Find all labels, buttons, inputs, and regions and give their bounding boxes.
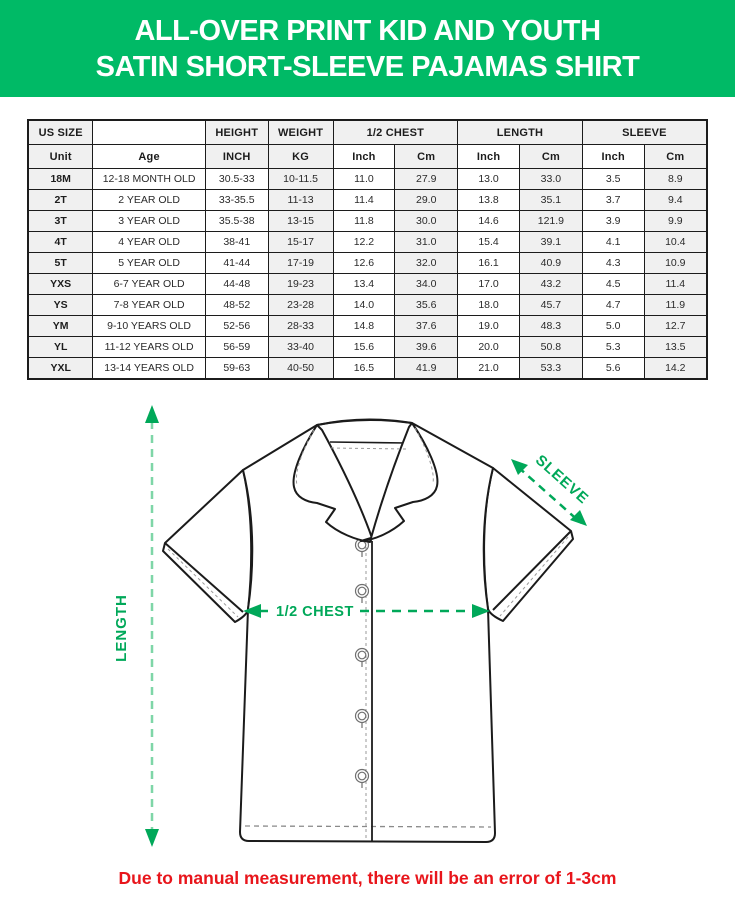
arrow-up-left-icon [511,459,528,475]
size-code-cell: YL [28,337,93,358]
size-code-cell: 5T [28,253,93,274]
size-code-cell: YM [28,316,93,337]
size-value-cell: 50.8 [519,337,582,358]
size-value-cell: 56-59 [205,337,268,358]
size-value-cell: 17-19 [268,253,333,274]
size-value-cell: 20.0 [458,337,520,358]
unit-header-cell: Cm [644,145,707,169]
size-value-cell: 11.9 [644,295,707,316]
size-table-row [28,190,707,211]
size-value-cell: 9.4 [644,190,707,211]
size-code-cell: YXL [28,358,93,380]
size-table-row [28,211,707,232]
size-value-cell: 29.0 [395,190,458,211]
page-header-banner [0,0,735,97]
size-code-cell: 18M [28,169,93,190]
size-table-row [28,358,707,380]
pajama-shirt-illustration [0,395,735,865]
size-value-cell: 7-8 YEAR OLD [93,295,205,316]
arrow-down-icon [145,829,159,847]
size-value-cell: 10.9 [644,253,707,274]
size-value-cell: 32.0 [395,253,458,274]
group-header-row [28,120,707,145]
size-table-row [28,274,707,295]
size-value-cell: 15.4 [458,232,520,253]
size-value-cell: 12.2 [333,232,395,253]
size-value-cell: 28-33 [268,316,333,337]
size-value-cell: 4.7 [582,295,644,316]
size-value-cell: 31.0 [395,232,458,253]
size-value-cell: 40-50 [268,358,333,380]
unit-header-cell: Age [93,145,205,169]
size-value-cell: 4.1 [582,232,644,253]
size-code-cell: 4T [28,232,93,253]
col-header-us-size: US SIZE [28,120,93,145]
size-table-wrapper [27,119,708,380]
size-value-cell: 5.3 [582,337,644,358]
size-value-cell: 13-15 [268,211,333,232]
page-title-line2: SATIN SHORT-SLEEVE PAJAMAS SHIRT [95,50,640,83]
size-value-cell: 38-41 [205,232,268,253]
size-value-cell: 45.7 [519,295,582,316]
size-value-cell: 12-18 MONTH OLD [93,169,205,190]
size-value-cell: 15.6 [333,337,395,358]
size-value-cell: 19.0 [458,316,520,337]
size-value-cell: 10-11.5 [268,169,333,190]
unit-header-cell: Cm [395,145,458,169]
size-value-cell: 35.6 [395,295,458,316]
unit-header-row [28,145,707,169]
size-value-cell: 16.1 [458,253,520,274]
size-table-row [28,232,707,253]
size-value-cell: 12.6 [333,253,395,274]
size-value-cell: 4 YEAR OLD [93,232,205,253]
size-value-cell: 33-35.5 [205,190,268,211]
size-value-cell: 43.2 [519,274,582,295]
size-code-cell: 3T [28,211,93,232]
size-value-cell: 59-63 [205,358,268,380]
col-header-empty [93,120,205,145]
unit-header-cell: Unit [28,145,93,169]
arrow-down-right-icon [570,510,587,526]
measurement-error-note: Due to manual measurement, there will be an error of 1-3cm [118,868,617,888]
size-value-cell: 53.3 [519,358,582,380]
col-header-sleeve: SLEEVE [582,120,707,145]
size-value-cell: 6-7 YEAR OLD [93,274,205,295]
size-value-cell: 13-14 YEARS OLD [93,358,205,380]
size-value-cell: 4.5 [582,274,644,295]
size-value-cell: 39.6 [395,337,458,358]
size-value-cell: 11-12 YEARS OLD [93,337,205,358]
arrow-up-icon [145,405,159,423]
size-code-cell: 2T [28,190,93,211]
unit-header-cell: KG [268,145,333,169]
size-table [27,119,708,380]
size-value-cell: 52-56 [205,316,268,337]
length-arrow [113,405,159,847]
size-value-cell: 13.5 [644,337,707,358]
unit-header-cell: Cm [519,145,582,169]
size-value-cell: 14.0 [333,295,395,316]
size-value-cell: 37.6 [395,316,458,337]
size-value-cell: 34.0 [395,274,458,295]
size-value-cell: 5 YEAR OLD [93,253,205,274]
half-chest-label: 1/2 CHEST [276,604,354,620]
size-value-cell: 12.7 [644,316,707,337]
size-table-row [28,316,707,337]
size-value-cell: 41-44 [205,253,268,274]
size-value-cell: 14.6 [458,211,520,232]
size-value-cell: 19-23 [268,274,333,295]
size-value-cell: 8.9 [644,169,707,190]
size-value-cell: 33.0 [519,169,582,190]
size-table-row [28,253,707,274]
unit-header-cell: INCH [205,145,268,169]
size-value-cell: 35.1 [519,190,582,211]
size-table-row [28,337,707,358]
size-value-cell: 14.2 [644,358,707,380]
size-value-cell: 30.5-33 [205,169,268,190]
size-table-row [28,169,707,190]
size-value-cell: 9-10 YEARS OLD [93,316,205,337]
unit-header-cell: Inch [582,145,644,169]
size-value-cell: 13.8 [458,190,520,211]
size-value-cell: 30.0 [395,211,458,232]
size-value-cell: 27.9 [395,169,458,190]
length-label: LENGTH [113,594,130,662]
unit-header-cell: Inch [333,145,395,169]
size-value-cell: 14.8 [333,316,395,337]
size-value-cell: 3.5 [582,169,644,190]
size-value-cell: 11.4 [644,274,707,295]
size-value-cell: 35.5-38 [205,211,268,232]
size-value-cell: 44-48 [205,274,268,295]
size-value-cell: 15-17 [268,232,333,253]
size-value-cell: 17.0 [458,274,520,295]
col-header-height: HEIGHT [205,120,268,145]
size-value-cell: 40.9 [519,253,582,274]
size-table-row [28,295,707,316]
size-value-cell: 9.9 [644,211,707,232]
size-value-cell: 13.4 [333,274,395,295]
size-value-cell: 2 YEAR OLD [93,190,205,211]
size-value-cell: 11.8 [333,211,395,232]
size-value-cell: 41.9 [395,358,458,380]
sleeve-label: SLEEVE [531,451,593,508]
size-value-cell: 23-28 [268,295,333,316]
size-value-cell: 11.4 [333,190,395,211]
size-value-cell: 3 YEAR OLD [93,211,205,232]
col-header-length: LENGTH [458,120,583,145]
col-header-half-chest: 1/2 CHEST [333,120,458,145]
size-value-cell: 121.9 [519,211,582,232]
size-value-cell: 48.3 [519,316,582,337]
shirt-measurement-diagram [0,395,735,865]
size-value-cell: 18.0 [458,295,520,316]
size-value-cell: 3.7 [582,190,644,211]
size-value-cell: 5.6 [582,358,644,380]
size-value-cell: 11.0 [333,169,395,190]
size-value-cell: 48-52 [205,295,268,316]
page-title-line1: ALL-OVER PRINT KID AND YOUTH [134,14,601,47]
size-value-cell: 5.0 [582,316,644,337]
size-value-cell: 13.0 [458,169,520,190]
size-value-cell: 11-13 [268,190,333,211]
unit-header-cell: Inch [458,145,520,169]
size-value-cell: 39.1 [519,232,582,253]
size-value-cell: 10.4 [644,232,707,253]
size-value-cell: 21.0 [458,358,520,380]
size-value-cell: 33-40 [268,337,333,358]
size-value-cell: 4.3 [582,253,644,274]
size-value-cell: 16.5 [333,358,395,380]
size-code-cell: YXS [28,274,93,295]
col-header-weight: WEIGHT [268,120,333,145]
size-code-cell: YS [28,295,93,316]
size-value-cell: 3.9 [582,211,644,232]
